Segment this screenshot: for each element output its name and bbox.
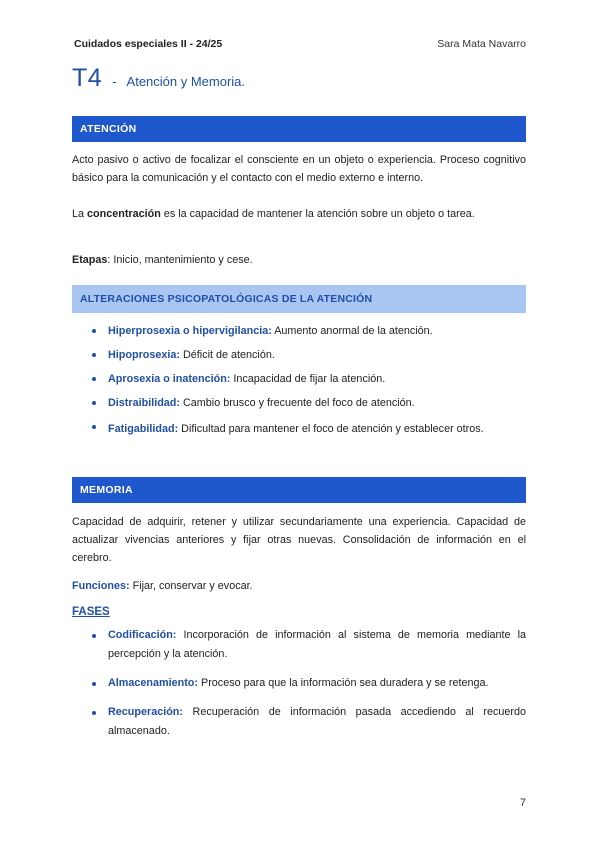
page-number: 7	[519, 797, 526, 809]
list-item	[72, 703, 526, 741]
list-item	[72, 417, 526, 441]
list-item-term: Recuperación:	[108, 706, 183, 718]
title-dash: -	[112, 74, 117, 89]
topic-name: Atención y Memoria.	[126, 74, 246, 89]
list-item-term: Aprosexia o inatención:	[108, 373, 231, 385]
section-heading-memoria: MEMORIA	[72, 477, 526, 503]
funciones-label: Funciones:	[72, 580, 130, 592]
list-item	[72, 345, 526, 365]
list-item-text: Aumento anormal de la atención.	[271, 325, 433, 337]
header-course: Cuidados especiales II - 24/25	[74, 38, 223, 50]
header-author: Sara Mata Navarro	[437, 38, 526, 50]
list-item-term: Codificación:	[108, 629, 177, 641]
etapas-label: Etapas	[72, 254, 108, 266]
list-item-text: Déficit de atención.	[180, 349, 275, 361]
list-item-term: Almacenamiento:	[108, 677, 198, 689]
section-heading-alteraciones: ALTERACIONES PSICOPATOLÓGICAS DE LA ATENCIÓN	[72, 285, 526, 313]
memoria-definition: Capacidad de adquirir, retener y utilizar secundariamente una experiencia. Capacidad de actualizar vivencias anteriores y fijar otras nuevas. Consolidación de información en el cerebro.	[72, 516, 526, 564]
list-item-term: Hipoprosexia:	[108, 349, 180, 361]
funciones-text: Fijar, conservar y evocar.	[129, 580, 253, 592]
alteraciones-list	[72, 321, 526, 441]
list-item-text: Dificultad para mantener el foco de atención y establecer otros.	[178, 423, 484, 435]
page-title	[72, 64, 245, 93]
section-heading-atencion: ATENCIÓN	[72, 116, 526, 142]
list-item-text: Incapacidad de fijar la atención.	[230, 373, 386, 385]
atencion-definition: Acto pasivo o activo de focalizar el consciente en un objeto o experiencia. Proceso cognitivo básico para la comunicación y el contacto con el medio externo e interno.	[72, 154, 526, 184]
list-item	[72, 626, 526, 664]
list-item	[72, 393, 526, 413]
etapas-text: : Inicio, mantenimiento y cese.	[107, 254, 253, 266]
funciones-paragraph	[72, 577, 526, 595]
list-item-term: Distraibilidad:	[108, 397, 180, 409]
etapas-paragraph	[72, 251, 526, 269]
list-item-text: Incorporación de información al sistema de memoria mediante la percepción y la atención.	[108, 629, 526, 660]
list-item	[72, 674, 526, 693]
list-item	[72, 321, 526, 341]
list-item-text: Cambio brusco y frecuente del foco de atención.	[180, 397, 415, 409]
list-item	[72, 369, 526, 389]
concentracion-term: concentración	[87, 208, 161, 220]
topic-number: T4	[72, 64, 103, 92]
fases-list	[72, 626, 526, 741]
list-item-text: Proceso para que la información sea duradera y se retenga.	[198, 677, 489, 689]
list-item-text: Recuperación de información pasada accediendo al recuerdo almacenado.	[108, 706, 526, 737]
concentracion-post: es la capacidad de mantener la atención sobre un objeto o tarea.	[160, 208, 475, 220]
list-item-term: Fatigabilidad:	[108, 423, 179, 435]
list-item-term: Hiperprosexia o hipervigilancia:	[108, 325, 272, 337]
fases-heading: FASES	[72, 606, 110, 618]
concentracion-paragraph	[72, 205, 526, 223]
concentracion-pre: La	[72, 208, 88, 220]
